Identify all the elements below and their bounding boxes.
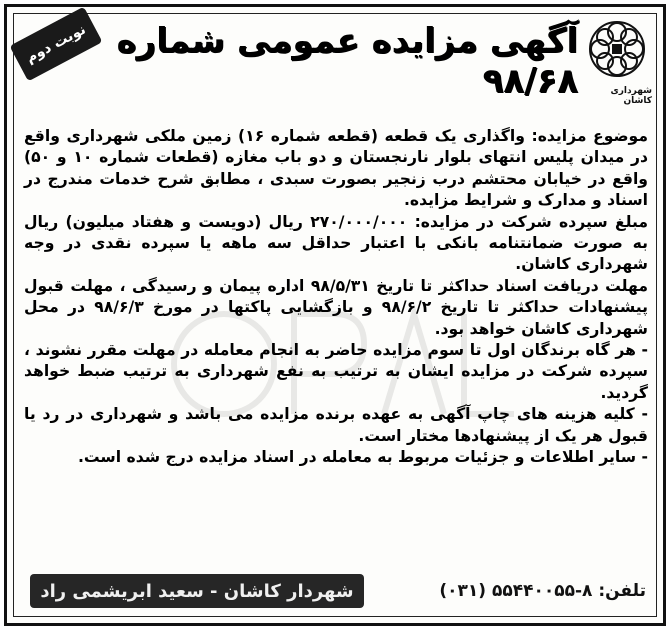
- paragraph-deposit: مبلغ سپرده شرکت در مزایده: ۲۷۰/۰۰۰/۰۰۰ ریال (دویست و هفتاد میلیون) ریال به صورت ضمانتنامه بانکی با اعتبار حداقل سه ماهه یا سپرده نقدی در وجه شهرداری کاشان.: [24, 212, 648, 274]
- kashan-municipality-logo-icon: [586, 18, 648, 80]
- paragraph-subject: موضوع مزایده: واگذاری یک قطعه (قطعه شماره ۱۶) زمین ملکی شهرداری واقع در میدان پلیس انتهای بلوار نارنجستان و دو باب مغازه (قطعات شماره ۱۰ و ۵۰) واقع در خیابان محتشم درب زنجیر بصورت سبدی ، مطابق شرح خدمات مندرج در اسناد و مدارک و شرایط مزایده.: [24, 127, 648, 210]
- header: [14, 14, 656, 122]
- round-badge: نوبت دوم: [10, 7, 103, 82]
- paragraph-costs: - کلیه هزینه های چاپ آگهی به عهده برنده مزایده می باشد و شهرداری در رد یا قبول هر یک از پیشنهادها مختار است.: [24, 405, 648, 445]
- logo-caption: شهرداری کاشان: [610, 86, 652, 106]
- signature-band: شهردار کاشان - سعید ابریشمی راد: [30, 574, 364, 608]
- paragraph-other-info: - سایر اطلاعات و جزئیات مربوط به معامله در اسناد مزایده درج شده است.: [77, 448, 648, 467]
- advertisement-inner-border: [13, 13, 657, 617]
- phone-number: تلفن: ۸-۵۵۴۴۰۰۵۵ (۰۳۱): [439, 581, 646, 601]
- footer: [14, 568, 656, 616]
- advertisement-frame: [4, 4, 666, 626]
- paragraph-deadlines: مهلت دریافت اسناد حداکثر تا تاریخ ۹۸/۵/۳۱ اداره پیمان و رسیدگی ، مهلت قبول پیشنهادات حداکثر تا تاریخ ۹۸/۶/۲ و بازگشایی پاکتها در مورخ ۹۸/۶/۳ در محل شهرداری کاشان خواهد بود.: [24, 276, 648, 338]
- announcement-body: [24, 126, 648, 566]
- municipality-logo: [582, 18, 652, 114]
- page-title: آگهی مزایده عمومی شماره ۹۸/۶۸: [116, 21, 578, 101]
- paragraph-forfeit: - هر گاه برندگان اول تا سوم مزایده حاضر به انجام معامله در مهلت مقرر نشوند ، سپرده شرکت در مزایده ایشان به ترتیب به نفع شهرداری به ترتیب ضبط خواهد گردید.: [24, 341, 648, 402]
